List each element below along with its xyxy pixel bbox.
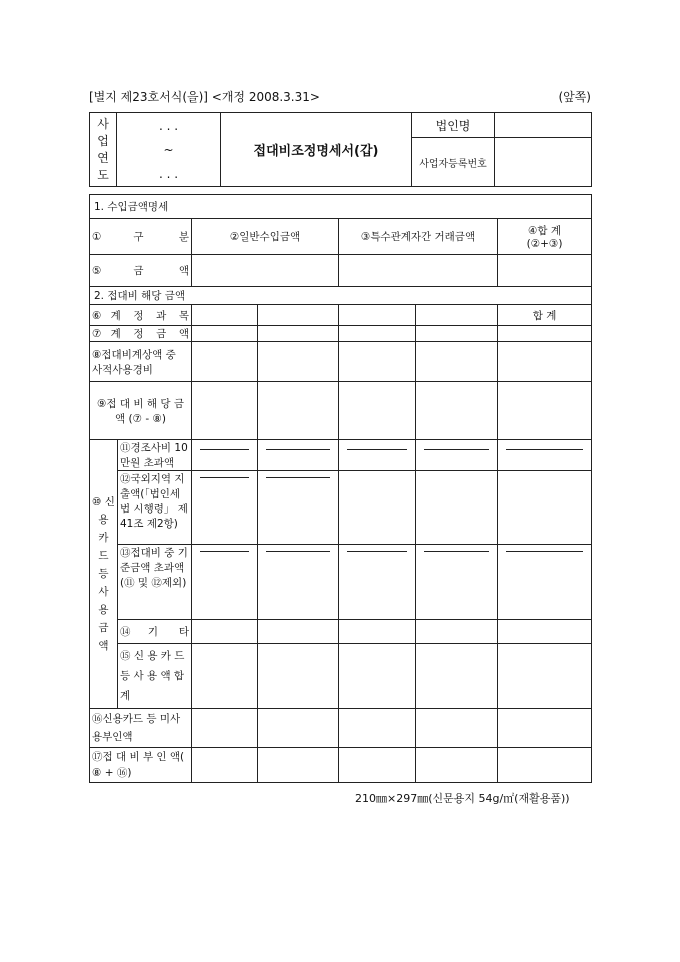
group10-label: ⑩ 신 용 카 드 등 사 용 금 액: [90, 440, 118, 709]
period-field[interactable]: [117, 113, 221, 187]
cell[interactable]: [339, 471, 416, 545]
cell[interactable]: [192, 644, 258, 709]
cell[interactable]: [498, 382, 592, 440]
row9-label: ⑨접 대 비 해 당 금 액 (⑦ - ⑧): [90, 382, 192, 440]
cell[interactable]: [498, 644, 592, 709]
cell[interactable]: [339, 620, 416, 644]
cell[interactable]: [258, 440, 339, 471]
cell[interactable]: [339, 644, 416, 709]
general-revenue-field[interactable]: [192, 255, 339, 287]
biz-no-label: 사업자등록번호: [412, 138, 495, 187]
cell[interactable]: [416, 644, 498, 709]
col-category: ①구 분: [90, 219, 192, 255]
total-header: 합 계: [498, 305, 592, 326]
cell[interactable]: [192, 471, 258, 545]
row17-label: ⑰접 대 비 부 인 액( ⑧ + ⑯): [90, 748, 192, 783]
cell[interactable]: [258, 305, 339, 326]
cell[interactable]: [416, 545, 498, 620]
header-table: [89, 112, 592, 187]
cell[interactable]: [339, 545, 416, 620]
related-party-field[interactable]: [339, 255, 498, 287]
cell[interactable]: [339, 440, 416, 471]
period-label: 사업연도: [90, 113, 117, 187]
cell[interactable]: [192, 620, 258, 644]
row8-label: ⑧접대비계상액 중 사적사용경비: [90, 342, 192, 382]
cell[interactable]: [498, 471, 592, 545]
cell[interactable]: [498, 545, 592, 620]
cell[interactable]: [416, 440, 498, 471]
col-total-label: ④합 계: [528, 225, 562, 237]
form-number: [별지 제23호서식(을)] <개정 2008.3.31>: [89, 90, 320, 104]
row7-label: ⑦계 정 금 액: [90, 326, 192, 342]
cell[interactable]: [192, 748, 258, 783]
cell[interactable]: [192, 382, 258, 440]
cell[interactable]: [258, 545, 339, 620]
cell[interactable]: [192, 342, 258, 382]
cell[interactable]: [258, 342, 339, 382]
cell[interactable]: [498, 748, 592, 783]
cell[interactable]: [339, 382, 416, 440]
row13-label: ⑬접대비 중 기준금액 초과액 (⑪ 및 ⑫제외): [118, 545, 192, 620]
corp-name-field[interactable]: [495, 113, 592, 138]
cell[interactable]: [416, 326, 498, 342]
period-end: . . .: [158, 166, 179, 181]
cell[interactable]: [258, 471, 339, 545]
cell[interactable]: [192, 709, 258, 748]
cell[interactable]: [498, 440, 592, 471]
cell[interactable]: [192, 440, 258, 471]
col-total: [498, 219, 592, 255]
page-side: (앞쪽): [558, 90, 591, 104]
cell[interactable]: [416, 382, 498, 440]
cell[interactable]: [192, 545, 258, 620]
cell[interactable]: [416, 709, 498, 748]
cell[interactable]: [416, 471, 498, 545]
corp-name-label: 법인명: [412, 113, 495, 138]
section2-title: 2. 접대비 해당 금액: [90, 287, 592, 305]
cell[interactable]: [498, 620, 592, 644]
cell[interactable]: [258, 709, 339, 748]
row6-label: ⑥계 정 과 목: [90, 305, 192, 326]
cell[interactable]: [339, 326, 416, 342]
period-tilde: ~: [163, 142, 174, 157]
col-related-party: ③특수관계자간 거래금액: [339, 219, 498, 255]
section1-title: 1. 수입금액명세: [90, 195, 592, 219]
cell[interactable]: [416, 620, 498, 644]
cell[interactable]: [339, 748, 416, 783]
row12-label: ⑫국외지역 지출액(「법인세법 시행령」 제41조 제2항): [118, 471, 192, 545]
cell[interactable]: [416, 305, 498, 326]
cell[interactable]: [416, 748, 498, 783]
row14-label: ⑭기 타: [118, 620, 192, 644]
cell[interactable]: [192, 326, 258, 342]
cell[interactable]: [258, 748, 339, 783]
main-table: [89, 194, 592, 783]
row15-label: ⑮ 신 용 카 드 등 사 용 액 합계: [118, 644, 192, 709]
form-title: 접대비조정명세서(갑): [221, 113, 412, 187]
cell[interactable]: [498, 342, 592, 382]
cell[interactable]: [339, 709, 416, 748]
biz-no-field[interactable]: [495, 138, 592, 187]
row-amount-label: ⑤금 액: [90, 255, 192, 287]
cell[interactable]: [339, 305, 416, 326]
row16-label: ⑯신용카드 등 미사용부인액: [90, 709, 192, 748]
col-total-formula: (②+③): [526, 238, 563, 250]
cell[interactable]: [192, 305, 258, 326]
row11-label: ⑪경조사비 10만원 초과액: [118, 440, 192, 471]
cell[interactable]: [498, 709, 592, 748]
cell[interactable]: [258, 620, 339, 644]
period-start: . . .: [158, 118, 179, 133]
revenue-total-field[interactable]: [498, 255, 592, 287]
paper-spec: 210㎜×297㎜(신문용지 54g/㎡(재활용품)): [355, 792, 570, 805]
cell[interactable]: [339, 342, 416, 382]
cell[interactable]: [258, 382, 339, 440]
cell[interactable]: [258, 326, 339, 342]
col-general-revenue: ②일반수입금액: [192, 219, 339, 255]
cell[interactable]: [498, 326, 592, 342]
cell[interactable]: [258, 644, 339, 709]
cell[interactable]: [416, 342, 498, 382]
